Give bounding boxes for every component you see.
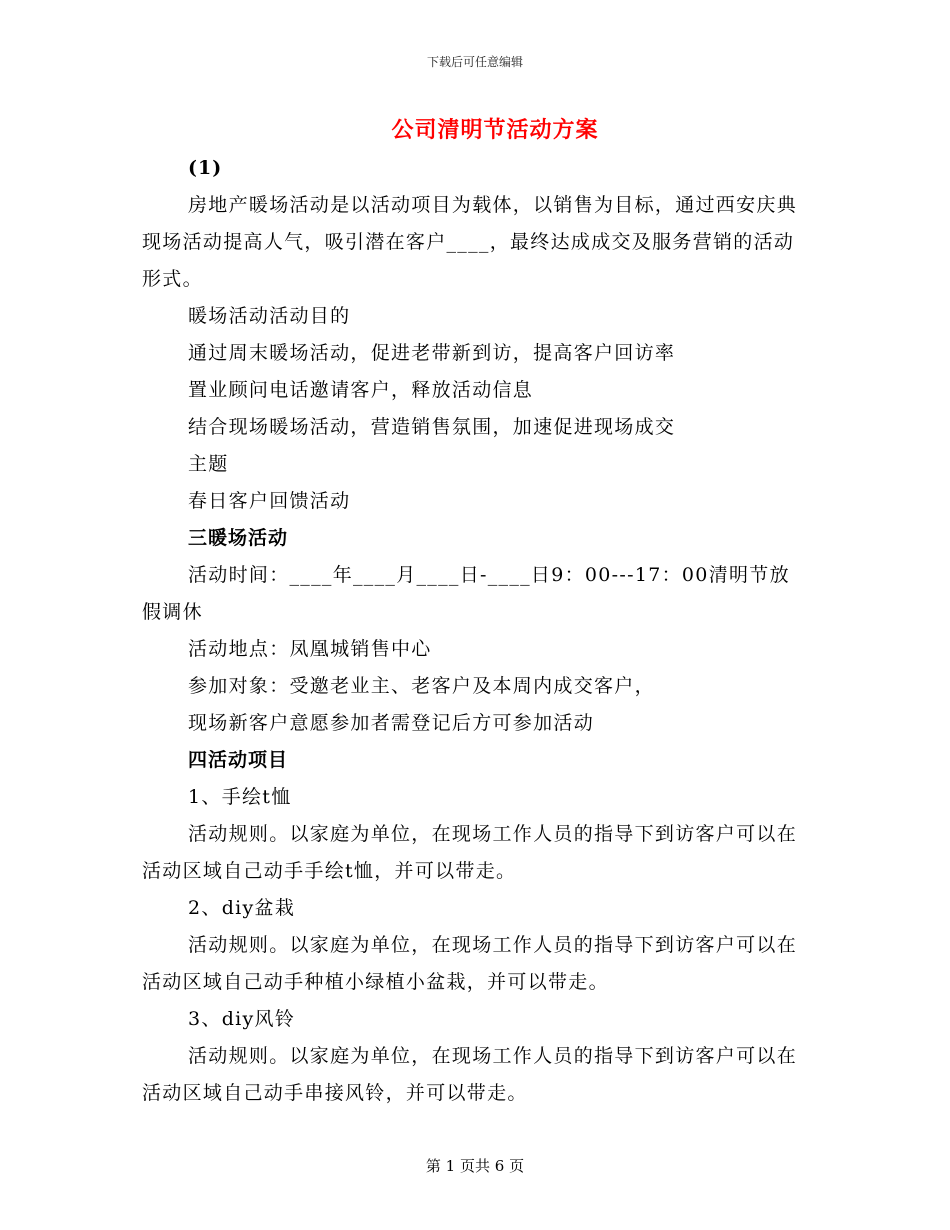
activity-item-title: 1、手绘t恤	[188, 786, 292, 808]
document-title: 公司清明节活动方案	[391, 117, 599, 143]
purpose-item: 置业顾问电话邀请客户，释放活动信息	[188, 379, 534, 401]
theme-heading: 主题	[188, 453, 229, 475]
purpose-item: 结合现场暖场活动，营造销售氛围，加速促进现场成交	[188, 416, 676, 438]
activity-rule: 活动规则。以家庭为单位，在现场工作人员的指导下到访客户可以在活动区域自己动手种植小绿植小盆栽，并可以带走。	[142, 934, 798, 993]
purpose-heading: 暖场活动活动目的	[188, 305, 351, 327]
section-heading: 三暖场活动	[188, 527, 289, 549]
activity-rule: 活动规则。以家庭为单位，在现场工作人员的指导下到访客户可以在活动区域自己动手手绘t恤，并可以带走。	[142, 823, 798, 882]
theme-text: 春日客户回馈活动	[188, 490, 351, 512]
section-marker: (1)	[188, 157, 223, 179]
participants: 参加对象：受邀老业主、老客户及本周内成交客户，	[188, 675, 655, 697]
activity-item-title: 2、diy盆栽	[188, 897, 296, 919]
activity-time: 活动时间：____年____月____日-____日9：00---17：00清明节放假调休	[142, 564, 790, 623]
purpose-item: 通过周末暖场活动，促进老带新到访，提高客户回访率	[188, 342, 676, 364]
participants-note: 现场新客户意愿参加者需登记后方可参加活动	[188, 712, 595, 734]
activity-rule: 活动规则。以家庭为单位，在现场工作人员的指导下到访客户可以在活动区域自己动手串接风铃，并可以带走。	[142, 1045, 798, 1104]
activity-item-title: 3、diy风铃	[188, 1008, 296, 1030]
page-number: 第 1 页共 6 页	[425, 1157, 525, 1175]
document-body	[142, 150, 802, 1112]
intro-paragraph: 房地产暖场活动是以活动项目为载体，以销售为目标，通过西安庆典现场活动提高人气，吸引潜在客户____，最终达成成交及服务营销的活动形式。	[142, 194, 798, 290]
activity-location: 活动地点：凤凰城销售中心	[188, 638, 432, 660]
section-heading: 四活动项目	[188, 749, 289, 771]
header-note: 下载后可任意编辑	[426, 55, 523, 69]
